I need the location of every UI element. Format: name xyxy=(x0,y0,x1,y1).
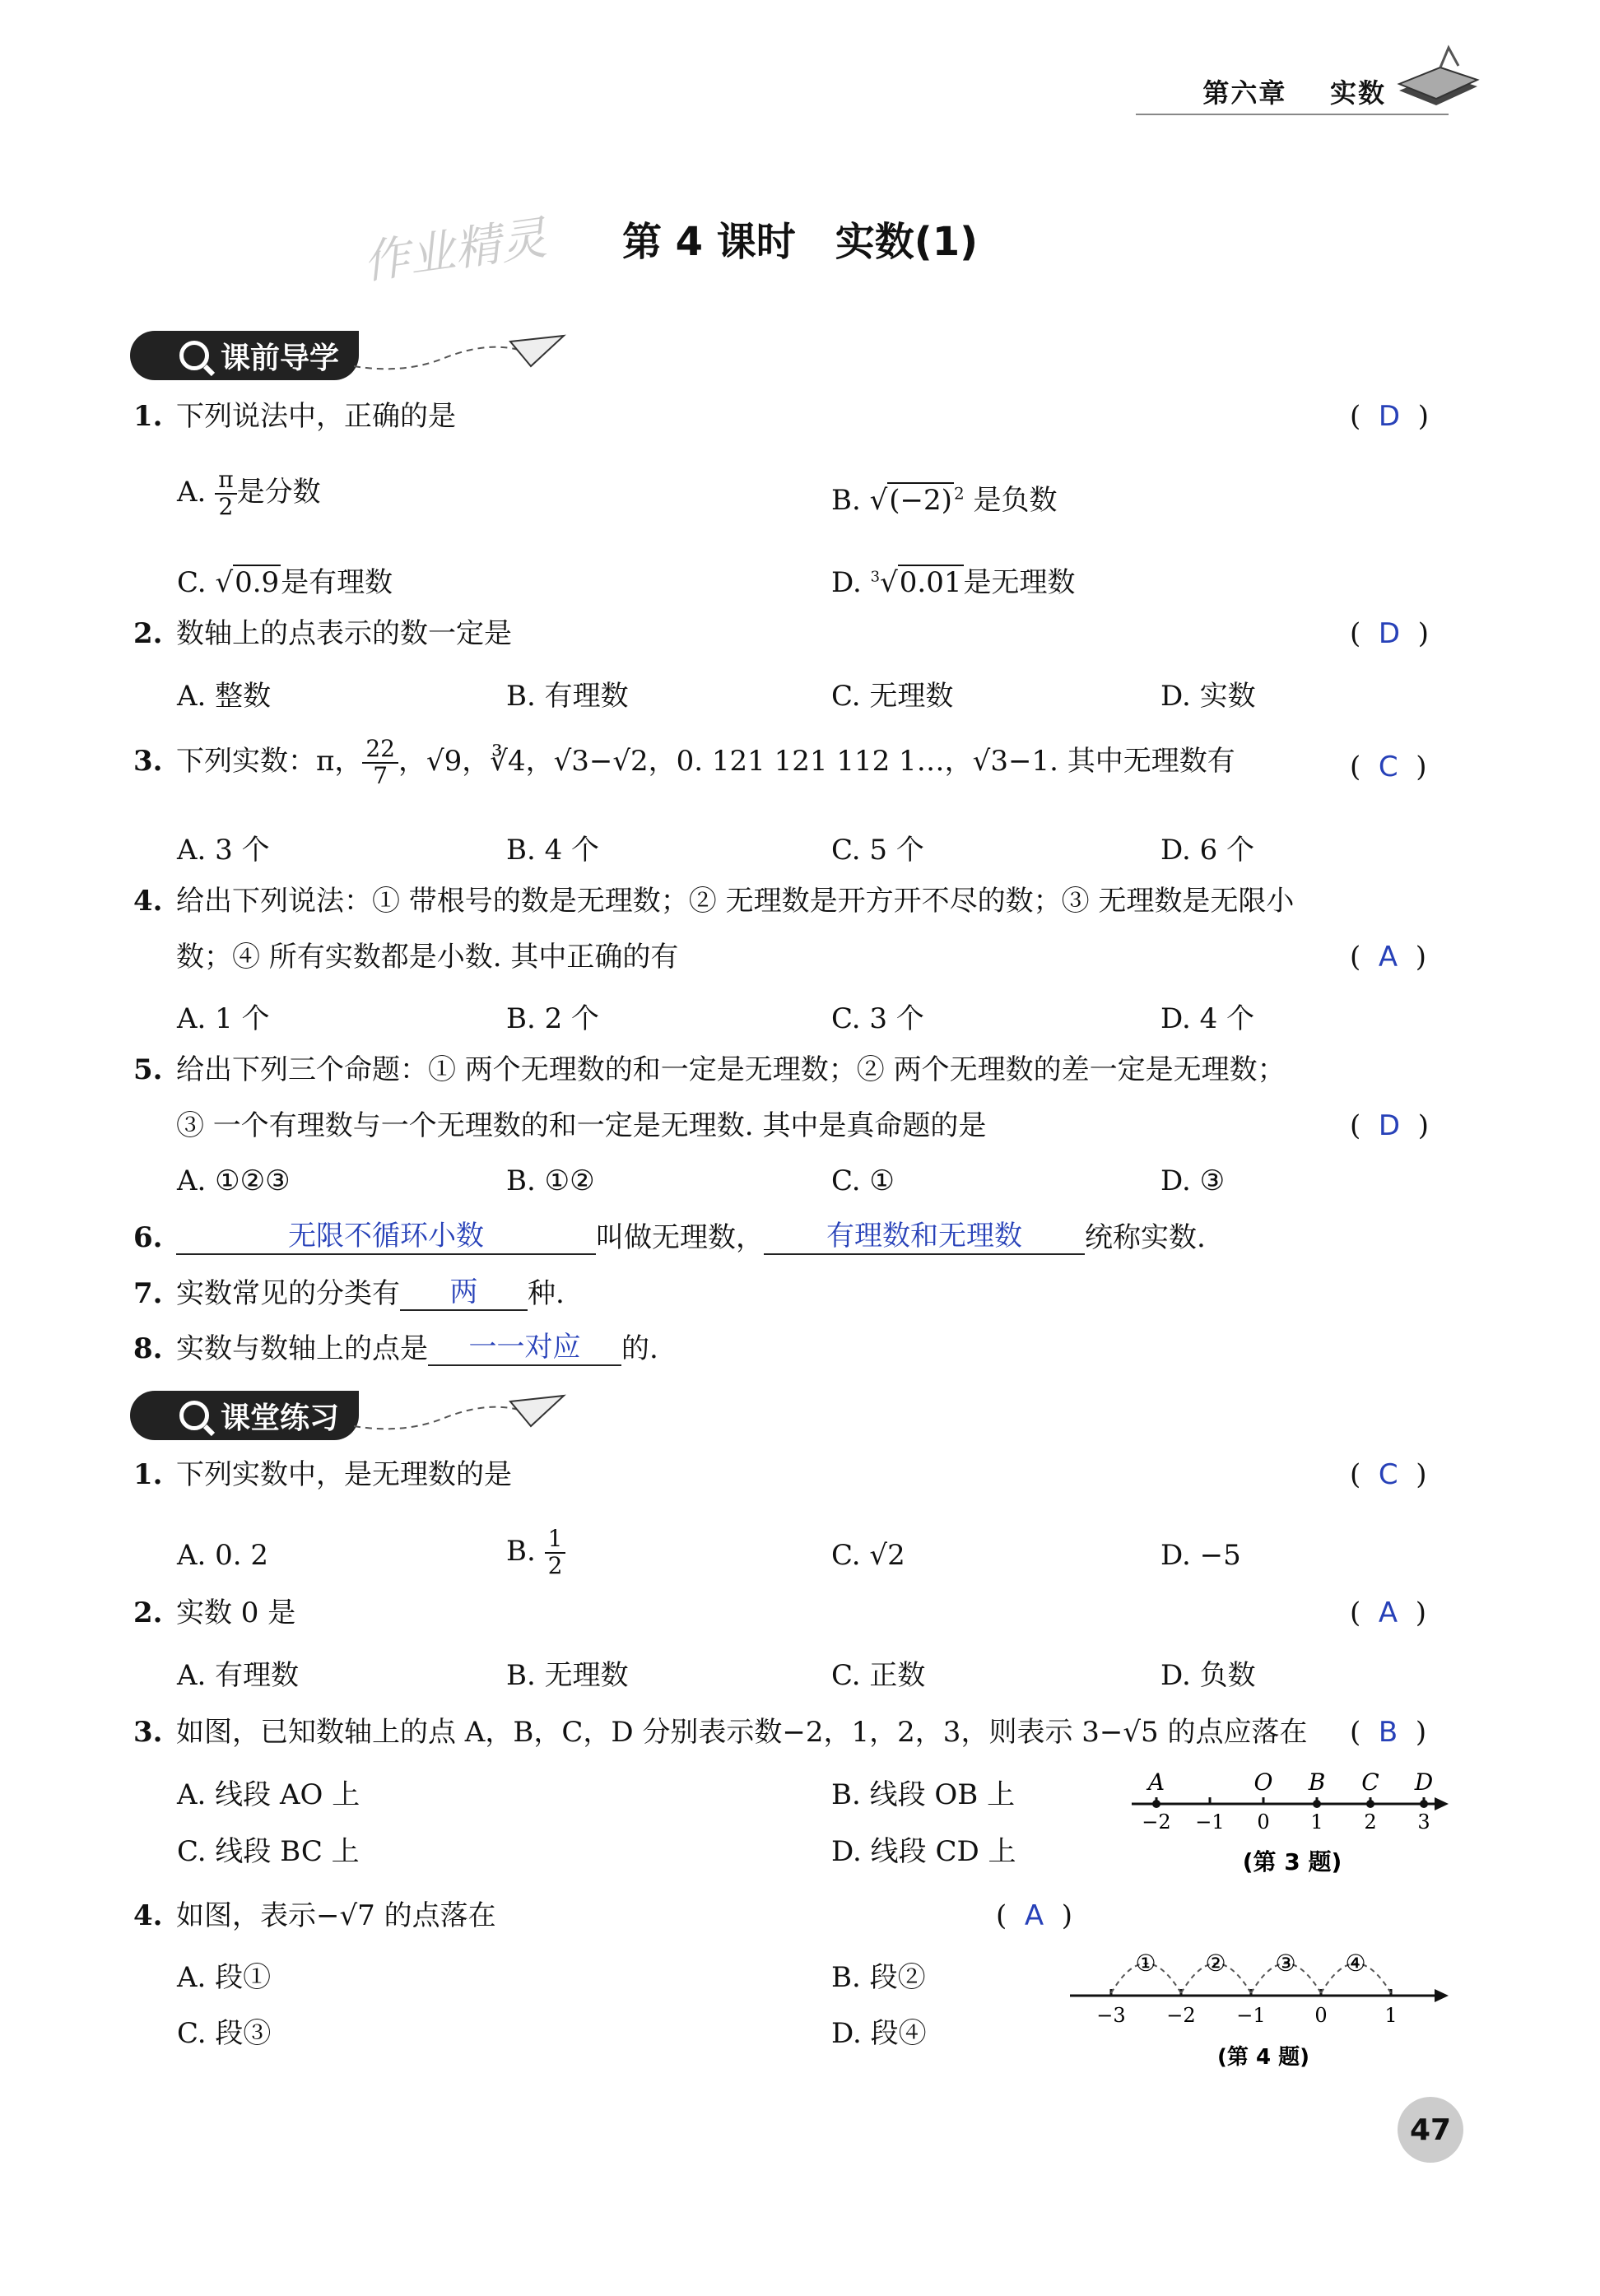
point-label: C xyxy=(1361,1768,1379,1796)
point-label: O xyxy=(1253,1768,1273,1796)
answer-letter: D xyxy=(1378,617,1401,650)
option-d: D. 4 个 xyxy=(1160,1002,1255,1035)
option-c: C. 5 个 xyxy=(831,834,924,867)
answer-letter: D xyxy=(1378,400,1401,433)
option-d: D. 6 个 xyxy=(1160,834,1255,867)
option-b: B. 线段 OB 上 xyxy=(831,1778,1016,1811)
tick-label: −1 xyxy=(1236,2004,1266,2027)
option-b: B. 段② xyxy=(831,1961,926,1994)
option-a: A. ①②③ xyxy=(177,1164,291,1197)
question-pre-7: 7. 实数常见的分类有 两 种. xyxy=(133,1276,565,1310)
fraction: $\frac{\pi}{2}$ xyxy=(215,467,236,520)
magnifier-icon xyxy=(179,1401,209,1430)
option-d: D. 线段 CD 上 xyxy=(831,1835,1016,1868)
question-pre-4-line2: 数；④ 所有实数都是小数. 其中正确的有 xyxy=(176,941,679,974)
question-pre-2: 2. 数轴上的点表示的数一定是 xyxy=(133,617,512,650)
chapter-header xyxy=(1202,72,1386,110)
option-b: B. ①② xyxy=(506,1164,595,1197)
option-a: A. 整数 xyxy=(177,680,272,713)
option-c: C. √2 xyxy=(831,1539,905,1572)
point-label: B xyxy=(1308,1768,1326,1796)
answer-letter: C xyxy=(1378,751,1398,783)
option-c: C. 3 个 xyxy=(831,1002,924,1035)
answer-letter: A xyxy=(1378,941,1398,974)
page-title: 第 4 课时 实数(1) xyxy=(621,219,979,265)
option-d: D. 段④ xyxy=(831,2017,927,2050)
page-number: 47 xyxy=(1398,2097,1463,2163)
question-pre-5-line2: ③ 一个有理数与一个无理数的和一定是无理数. 其中是真命题的是 xyxy=(176,1109,987,1142)
tick-label: −3 xyxy=(1096,2004,1126,2027)
tick-label: 1 xyxy=(1384,2004,1398,2027)
answer-letter: B xyxy=(1378,1716,1398,1749)
header-rule xyxy=(1136,114,1449,115)
figure-caption: (第 3 题) xyxy=(1242,1848,1342,1875)
answer-letter: D xyxy=(1378,1109,1401,1142)
topic-label: 实数 xyxy=(1329,77,1386,109)
fraction: $\frac{22}{7}$ xyxy=(362,737,398,789)
answer-bracket: ( A ) xyxy=(1350,1597,1427,1629)
answer-bracket: ( D ) xyxy=(1350,617,1429,650)
answer-letter: C xyxy=(1378,1458,1398,1491)
answer-bracket: ( C ) xyxy=(1350,751,1427,783)
question-class-3: 3. 如图，已知数轴上的点 A，B，C，D 分别表示数−2，1，2，3，则表示 3−√5 的点应落在 xyxy=(133,1716,1308,1749)
option-b: B. 无理数 xyxy=(506,1659,629,1692)
question-class-1: 1. 下列实数中，是无理数的是 xyxy=(133,1458,512,1491)
number-line-figure-3 xyxy=(1123,1761,1453,1885)
question-pre-5: 5. 给出下列三个命题：① 两个无理数的和一定是无理数；② 两个无理数的差一定是无理数； xyxy=(133,1053,1286,1086)
question-pre-6: 6. 无限不循环小数 叫做无理数， 有理数和无理数 统称实数. xyxy=(133,1220,1206,1254)
option-b: B. 2 个 xyxy=(506,1002,600,1035)
section-banner-preview xyxy=(130,331,359,380)
answer-bracket: ( B ) xyxy=(1350,1716,1427,1749)
option-b: B. 有理数 xyxy=(506,680,629,713)
option-d: D. ③ xyxy=(1160,1164,1226,1197)
answer-bracket: ( D ) xyxy=(1350,1109,1429,1142)
option-a: A. 1 个 xyxy=(177,1002,270,1035)
chapter-label: 第六章 xyxy=(1202,77,1287,109)
option-c: C. 线段 BC 上 xyxy=(177,1835,360,1868)
option-d: D. 实数 xyxy=(1160,680,1256,713)
segment-label: ② xyxy=(1205,1950,1226,1977)
option-d: D. −5 xyxy=(1160,1539,1241,1572)
section-banner-classroom xyxy=(130,1391,359,1440)
tick-label: 2 xyxy=(1364,1810,1377,1834)
blank-answer: 有理数和无理数 xyxy=(764,1220,1085,1255)
section-label: 课前导学 xyxy=(221,341,340,375)
question-pre-8: 8. 实数与数轴上的点是 一一对应 的. xyxy=(133,1331,658,1365)
tick-label: −1 xyxy=(1195,1810,1225,1834)
option-c: C. √0.9是有理数 xyxy=(177,566,393,599)
answer-bracket: ( D ) xyxy=(1350,400,1429,433)
option-a: A. 线段 AO 上 xyxy=(177,1778,360,1811)
answer-letter: A xyxy=(1024,1899,1044,1932)
tick-label: 0 xyxy=(1257,1810,1270,1834)
option-a: A. 段① xyxy=(177,1961,272,1994)
option-b: B. 4 个 xyxy=(506,834,600,867)
paper-plane-icon xyxy=(354,1389,568,1438)
option-d: D. $^3$√0.01是无理数 xyxy=(831,566,1076,599)
section-label: 课堂练习 xyxy=(221,1401,340,1435)
point-label: A xyxy=(1147,1768,1165,1796)
option-a: A. 有理数 xyxy=(177,1659,300,1692)
answer-letter: A xyxy=(1378,1597,1398,1629)
question-class-2: 2. 实数 0 是 xyxy=(133,1597,296,1629)
books-icon xyxy=(1391,41,1481,115)
paper-plane-icon xyxy=(354,329,568,379)
segment-label: ④ xyxy=(1345,1950,1366,1977)
option-a: A. $\frac{\pi}{2}$ 是分数 xyxy=(177,466,321,520)
option-c: C. 正数 xyxy=(831,1659,926,1692)
question-class-4: 4. 如图，表示−√7 的点落在 xyxy=(133,1899,496,1932)
segment-label: ③ xyxy=(1275,1950,1296,1977)
option-a: A. 3 个 xyxy=(177,834,270,867)
question-pre-1: 1. 下列说法中，正确的是 xyxy=(133,400,456,433)
segment-label: ① xyxy=(1135,1950,1156,1977)
blank-answer: 一一对应 xyxy=(428,1331,621,1366)
answer-bracket: ( A ) xyxy=(996,1899,1073,1932)
answer-bracket: ( A ) xyxy=(1350,941,1427,974)
option-c: C. ① xyxy=(831,1164,895,1197)
watermark: 作业精灵 xyxy=(360,211,551,290)
fraction: $\frac{1}{2}$ xyxy=(545,1527,566,1579)
tick-label: −2 xyxy=(1142,1810,1171,1834)
option-d: D. 负数 xyxy=(1160,1659,1256,1692)
option-c: C. 段③ xyxy=(177,2017,272,2050)
option-a: A. 0. 2 xyxy=(177,1539,269,1572)
option-b: B. √(−2) $^2$ 是负数 xyxy=(831,483,1058,517)
tick-label: 3 xyxy=(1417,1810,1430,1834)
option-c: C. 无理数 xyxy=(831,680,954,713)
magnifier-icon xyxy=(179,341,209,370)
figure-caption: (第 4 题) xyxy=(1217,2045,1309,2070)
answer-bracket: ( C ) xyxy=(1350,1458,1427,1491)
tick-label: 0 xyxy=(1314,2004,1328,2027)
number-line-figure-4 xyxy=(1066,1942,1453,2074)
blank-answer: 无限不循环小数 xyxy=(176,1220,596,1255)
option-b: B. $\frac{1}{2}$ xyxy=(506,1527,565,1579)
question-pre-4: 4. 给出下列说法：① 带根号的数是无理数；② 无理数是开方开不尽的数；③ 无理数是无限小 xyxy=(133,885,1295,918)
blank-answer: 两 xyxy=(400,1276,528,1311)
tick-label: 1 xyxy=(1310,1810,1323,1834)
question-pre-3: 3. 下列实数：π， $\frac{22}{7}$ ，√9，∛4，√3−√2，0. 121 121 112 1…，√3−1. 其中无理数有 xyxy=(133,735,1235,789)
point-label: D xyxy=(1414,1768,1434,1796)
tick-label: −2 xyxy=(1166,2004,1196,2027)
